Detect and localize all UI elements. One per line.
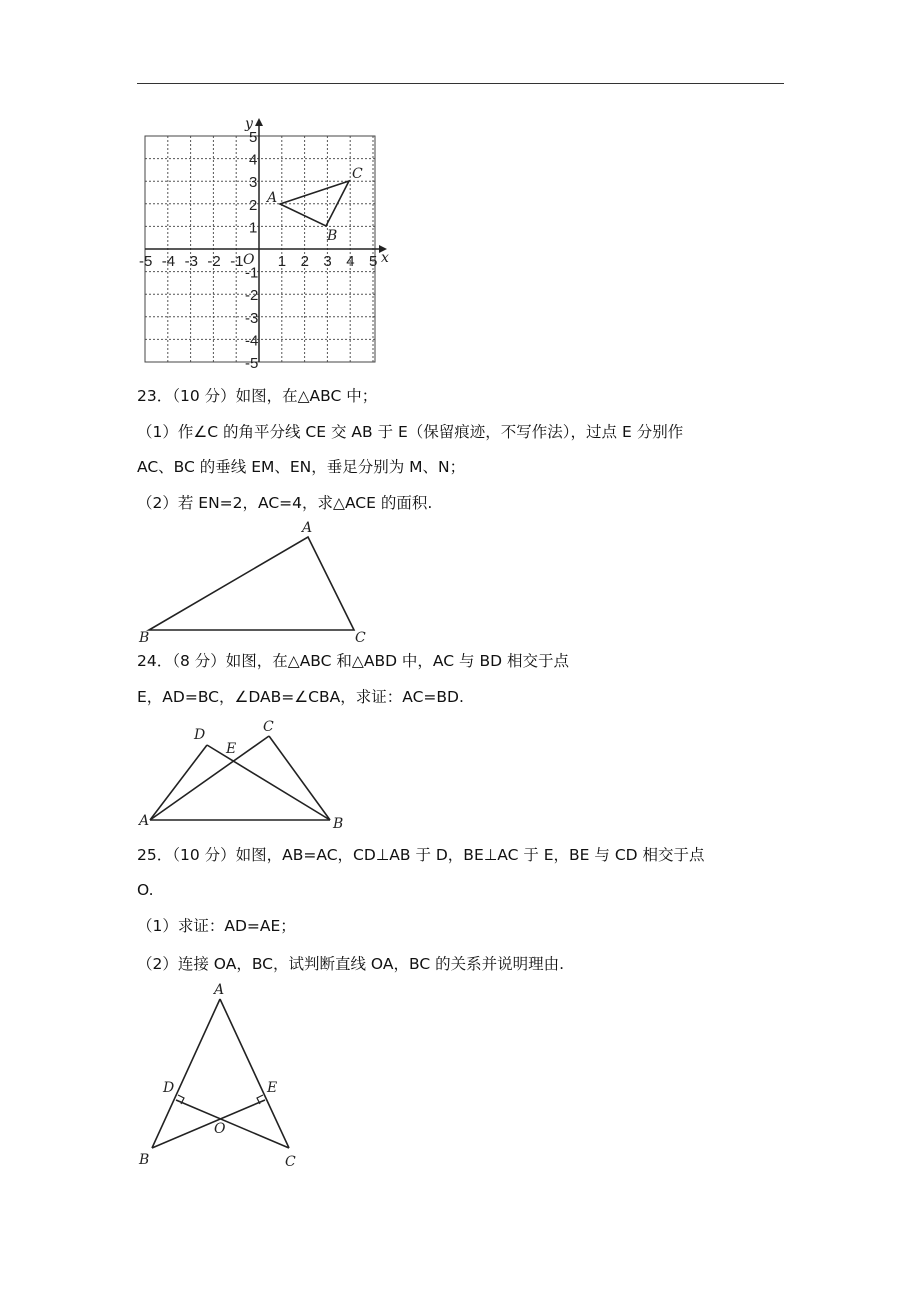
q25-segment-ac — [220, 999, 289, 1148]
x-tick-label: -2 — [207, 253, 221, 270]
q23-number: 23． — [137, 387, 173, 405]
q25-segment-be — [152, 1100, 265, 1148]
y-tick-label: -1 — [245, 264, 259, 282]
q24-label-e: E — [226, 741, 237, 757]
q25-figure — [137, 980, 307, 1176]
q24-stem-line2: E，AD=BC，∠DAB=∠CBA，求证：AC=BD. — [137, 688, 464, 706]
q23-triangle-figure — [137, 518, 377, 646]
q25-stem-line1: 如图，AB=AC，CD⊥AB 于 D，BE⊥AC 于 E，BE 与 CD 相交于点 — [235, 846, 705, 864]
q23-part1-line1: （1）作∠C 的角平分线 CE 交 AB 于 E（保留痕迹，不写作法），过点 E 分别作 — [137, 423, 684, 441]
q24-number: 24． — [137, 652, 173, 670]
q24-segment-ac — [150, 736, 269, 820]
x-tick-label: -4 — [161, 253, 176, 270]
q24-figure — [137, 715, 357, 835]
q23-heading — [137, 386, 377, 406]
x-axis-label: x — [381, 250, 389, 266]
q23-part1-line2: AC、BC 的垂线 EM、EN，垂足分别为 M、N； — [137, 458, 466, 476]
q24-label-c: C — [263, 719, 274, 735]
q23-stem: 如图，在△ABC 中； — [235, 387, 378, 405]
q25-part1: （1）求证：AD=AE； — [137, 917, 296, 935]
q24-stem-line1: 如图，在△ABC 和△ABD 中，AC 与 BD 相交于点 — [225, 652, 569, 670]
y-tick-labels — [245, 129, 258, 372]
q25-segment-ab — [152, 999, 220, 1148]
q25-score: （10 分） — [172, 846, 236, 864]
q23-label-a: A — [302, 520, 313, 536]
q23-score: （10 分） — [172, 387, 236, 405]
y-tick-label: -3 — [245, 309, 259, 327]
q25-stem-line2: O. — [137, 881, 154, 899]
y-tick-label: -5 — [245, 355, 259, 372]
q24-segment-bc — [269, 736, 330, 820]
y-tick-label: -2 — [245, 287, 259, 305]
x-tick-label: 2 — [300, 253, 309, 270]
header-rule — [137, 83, 784, 84]
q25-number: 25． — [137, 846, 173, 864]
q24-score: （8 分） — [172, 652, 226, 670]
q25-label-c: C — [285, 1154, 296, 1170]
y-tick-label: 5 — [249, 129, 258, 146]
q24-label-b: B — [333, 816, 344, 832]
q24-line1 — [137, 651, 569, 671]
x-tick-label: 1 — [277, 253, 287, 270]
y-tick-label: 3 — [249, 174, 258, 192]
q25-label-o: O — [214, 1121, 226, 1137]
x-tick-label: -1 — [230, 253, 244, 270]
q23-triangle — [149, 537, 354, 630]
y-tick-label: 4 — [249, 151, 258, 169]
y-tick-label: -4 — [245, 332, 259, 350]
q23-label-c: C — [355, 630, 366, 646]
origin-label: O — [243, 252, 255, 268]
x-tick-label: -3 — [184, 253, 198, 270]
q25-label-d: D — [163, 1080, 175, 1096]
q25-segment-cd — [176, 1100, 289, 1148]
point-c-label: C — [352, 166, 363, 182]
y-axis-arrow — [255, 118, 263, 126]
x-tick-label: 3 — [323, 253, 332, 270]
q25-label-b: B — [139, 1152, 150, 1168]
q25-label-a: A — [214, 982, 225, 998]
q24-label-a: A — [139, 813, 150, 829]
y-tick-label: 1 — [249, 219, 258, 237]
point-a-label: A — [267, 190, 278, 206]
q24-label-d: D — [194, 727, 206, 743]
y-axis-label: y — [245, 116, 253, 132]
y-tick-label: 2 — [249, 196, 258, 214]
q23-part2: （2）若 EN=2，AC=4，求△ACE 的面积. — [137, 494, 433, 512]
point-b-label: B — [327, 228, 338, 244]
x-tick-label: -5 — [139, 253, 153, 270]
q25-line1 — [137, 845, 705, 865]
coordinate-grid-figure — [137, 112, 397, 374]
x-tick-label: 5 — [369, 253, 378, 270]
x-tick-label: 4 — [346, 253, 355, 270]
q25-part2: （2）连接 OA，BC，试判断直线 OA，BC 的关系并说明理由. — [137, 955, 565, 973]
q24-segment-ad — [150, 745, 207, 820]
q23-label-b: B — [139, 630, 150, 646]
q25-label-e: E — [267, 1080, 278, 1096]
